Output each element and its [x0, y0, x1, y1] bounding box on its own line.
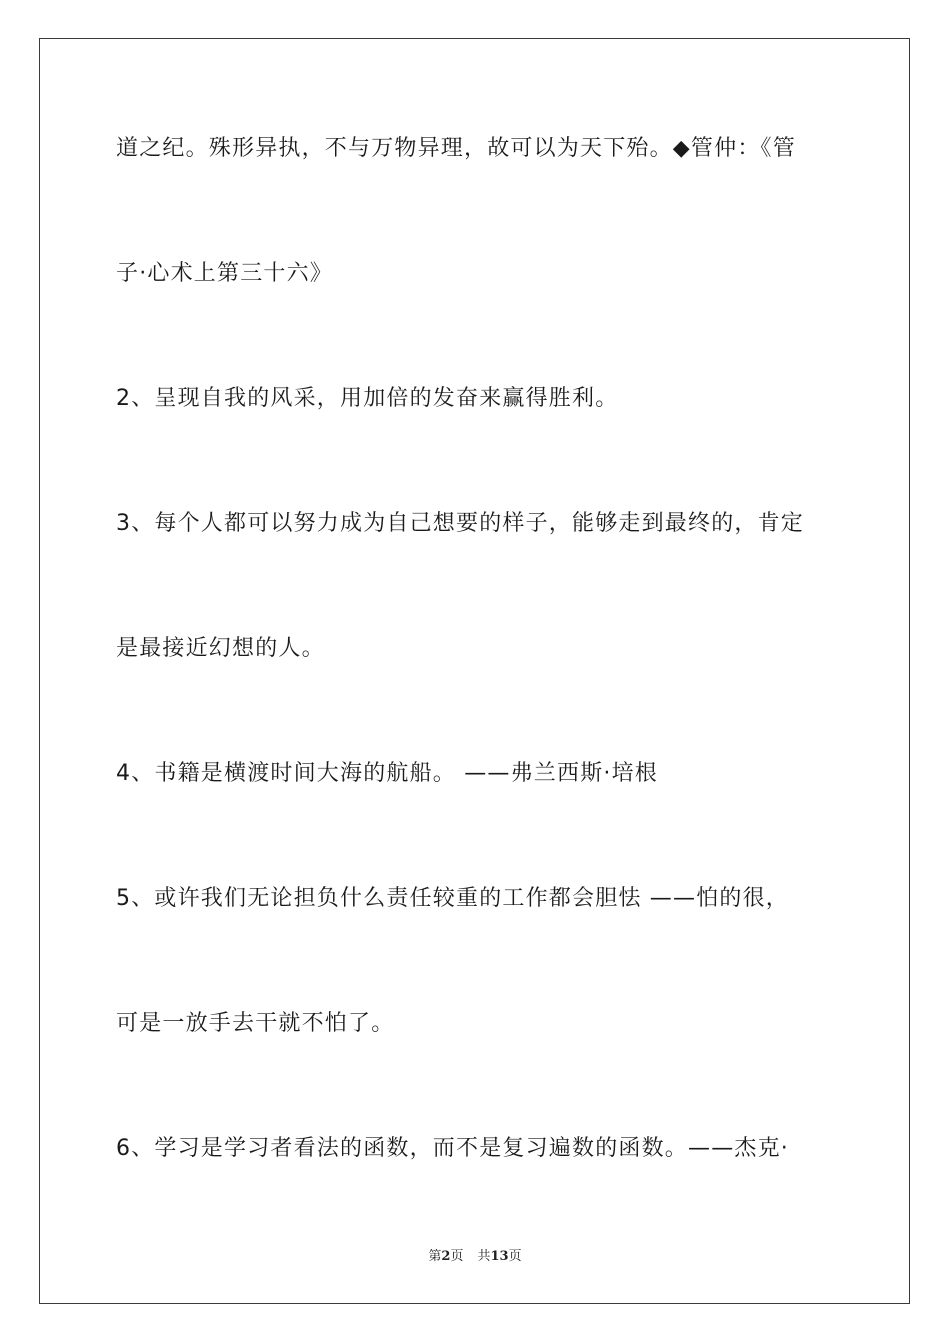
page-footer: [0, 1248, 950, 1266]
footer-total-suffix: 页: [508, 1249, 522, 1264]
footer-total-number: 13: [490, 1249, 509, 1264]
text-line-2: 子·心术上第三十六》: [116, 261, 333, 286]
text-line-5: 是最接近幻想的人。: [116, 636, 325, 661]
footer-page-prefix: 第: [428, 1249, 442, 1264]
text-line-9: 6、学习是学习者看法的函数，而不是复习遍数的函数。——杰克·: [116, 1136, 789, 1161]
footer-page-number: 2: [441, 1249, 451, 1264]
text-line-6: 4、书籍是横渡时间大海的航船。 ——弗兰西斯·培根: [116, 761, 658, 786]
footer-page-suffix: 页: [450, 1249, 464, 1264]
text-line-3: 2、呈现自我的风采，用加倍的发奋来赢得胜利。: [116, 386, 619, 411]
text-line-4: 3、每个人都可以努力成为自己想要的样子，能够走到最终的，肯定: [116, 511, 804, 536]
text-line-8: 可是一放手去干就不怕了。: [116, 1011, 395, 1036]
footer-total-prefix: 共: [477, 1249, 491, 1264]
text-line-7: 5、或许我们无论担负什么责任较重的工作都会胆怯 ——怕的很，: [116, 886, 789, 911]
text-line-1: 道之纪。殊形异执，不与万物异理，故可以为天下殆。◆管仲：《管: [116, 136, 796, 161]
page-frame: [39, 38, 910, 1304]
